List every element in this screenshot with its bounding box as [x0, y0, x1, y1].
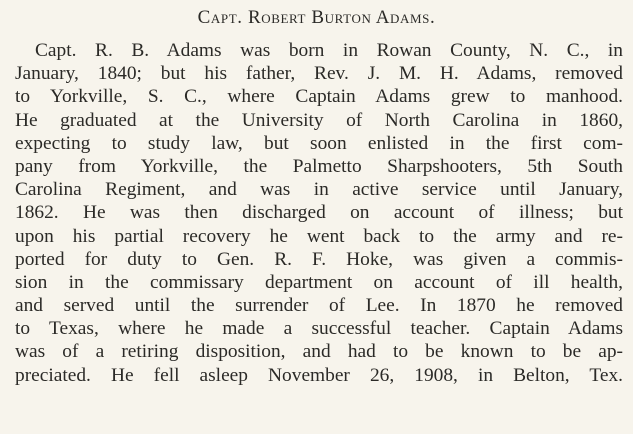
text-line: preciated. He fell asleep November 26, 1908, in Belton, Tex. [15, 364, 623, 386]
text-line: Carolina Regiment, and was in active service until January, [15, 179, 623, 201]
text-line: expecting to study law, but soon enlisted in the first com- [15, 132, 623, 154]
text-line: sion in the commissary department on account of ill health, [15, 271, 623, 293]
text-line: Capt. R. B. Adams was born in Rowan County, N. C., in [35, 40, 623, 61]
text-line: to Texas, where he made a successful teacher. Captain Adams [15, 318, 623, 340]
text-line: to Yorkville, S. C., where Captain Adams grew to manhood. [15, 86, 623, 108]
text-line: and served until the surrender of Lee. In 1870 he removed [15, 295, 623, 317]
text-line: January, 1840; but his father, Rev. J. M. H. Adams, removed [15, 63, 623, 85]
text-line: pany from Yorkville, the Palmetto Sharpshooters, 5th South [15, 155, 623, 177]
text-line: 1862. He was then discharged on account of illness; but [15, 202, 623, 224]
text-line: upon his partial recovery he went back to the army and re- [15, 225, 623, 247]
text-line: was of a retiring disposition, and had to be known to be ap- [15, 341, 623, 363]
document-title: Capt. Robert Burton Adams. [197, 7, 436, 28]
text-line: ported for duty to Gen. R. F. Hoke, was given a commis- [15, 248, 623, 270]
document-body [15, 39, 623, 387]
text-line: He graduated at the University of North Carolina in 1860, [15, 109, 623, 131]
